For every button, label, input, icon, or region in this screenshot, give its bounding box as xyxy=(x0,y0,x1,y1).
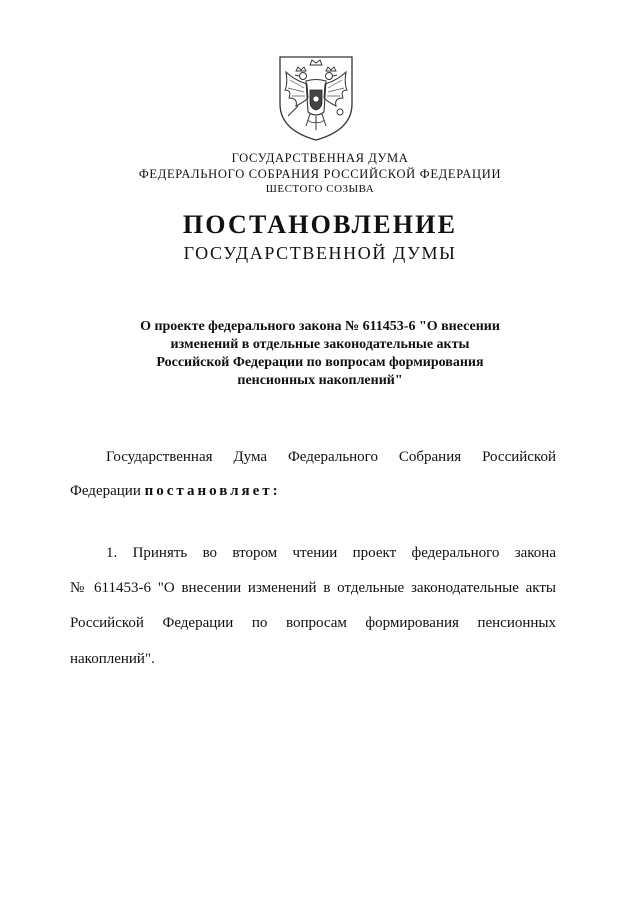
item1-line: накоплений". xyxy=(70,651,155,667)
org-name-line2: ФЕДЕРАЛЬНОГО СОБРАНИЯ РОССИЙСКОЙ ФЕДЕРАЦИИ xyxy=(138,167,502,181)
convocation: ШЕСТОГО СОЗЫВА xyxy=(265,183,375,195)
org-name-line1: ГОСУДАРСТВЕННАЯ ДУМА xyxy=(231,151,409,165)
subject-heading xyxy=(100,318,540,390)
subject-line: Российской Федерации по вопросам формирования xyxy=(156,355,484,370)
document-type-title: ПОСТАНОВЛЕНИЕ xyxy=(182,210,458,239)
item1-line: № 611453-6 "О внесении изменений в отдельные законодательные акты xyxy=(70,580,556,596)
document-issuer-title: ГОСУДАРСТВЕННОЙ ДУМЫ xyxy=(183,243,457,263)
preamble-line2-start: Федерации xyxy=(70,483,141,499)
subject-line: пенсионных накоплений" xyxy=(237,373,403,388)
preamble-line1: Государственная Дума Федерального Собрания Российской xyxy=(106,449,556,465)
preamble-line2 xyxy=(70,483,556,500)
item1-line: Российской Федерации по вопросам формирования пенсионных xyxy=(70,615,556,631)
decides-word: постановляет: xyxy=(144,483,281,499)
subject-line: изменений в отдельные законодательные акты xyxy=(170,337,470,352)
item1-line: 1. Принять во втором чтении проект федерального закона xyxy=(106,545,556,561)
coat-of-arms-icon xyxy=(276,54,356,142)
subject-line: О проекте федерального закона № 611453-6 "О внесении xyxy=(140,319,500,334)
